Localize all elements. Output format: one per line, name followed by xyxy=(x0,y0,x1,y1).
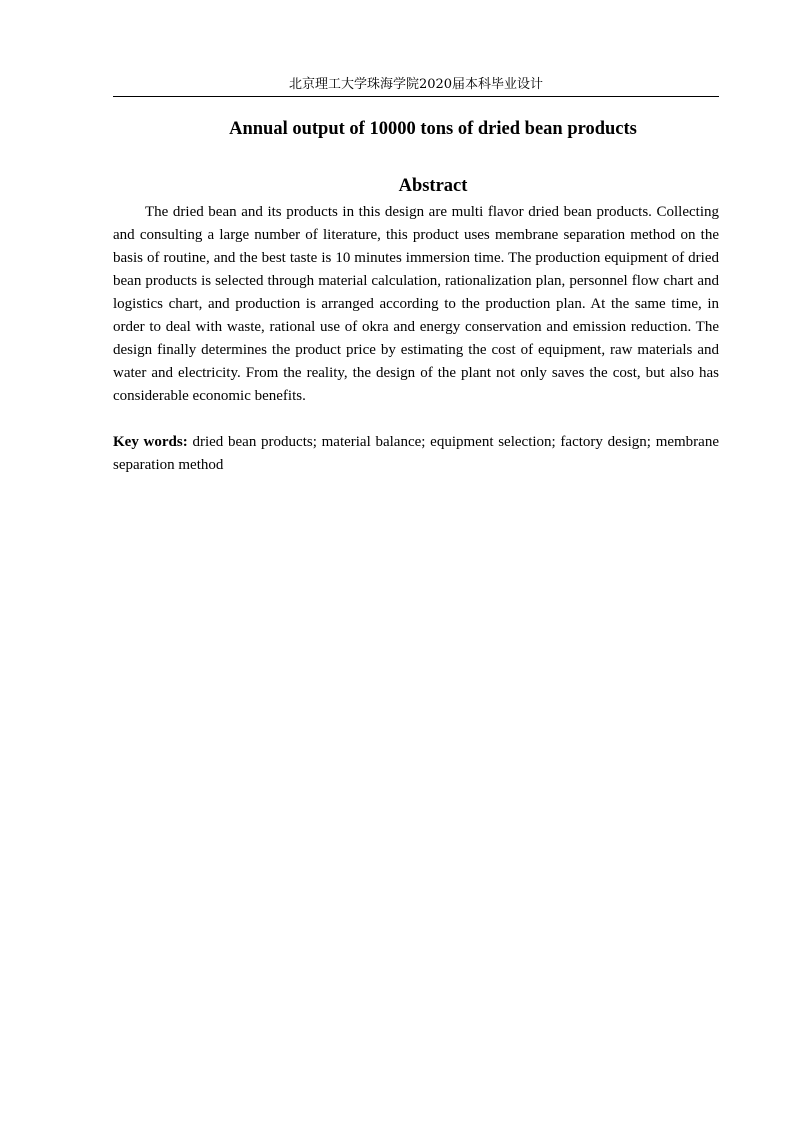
keywords-paragraph xyxy=(113,431,719,477)
header-rule xyxy=(113,96,719,97)
paper-title: Annual output of 10000 tons of dried bean products xyxy=(229,119,637,139)
keywords-text: dried bean products; material balance; equipment selection; factory design; membrane separation method xyxy=(113,434,719,473)
abstract-body: The dried bean and its products in this design are multi flavor dried bean products. Collecting and consulting a large number of literature, this product uses membrane separation method on the basis of routine, and the best taste is 10 minutes immersion time. The production equipment of dried bean products is selected through material calculation, rationalization plan, personnel flow chart and logistics chart, and production is arranged according to the production plan. At the same time, in order to deal with waste, rational use of okra and energy conservation and emission reduction. The design finally determines the product price by estimating the cost of equipment, raw materials and water and electricity. From the reality, the design of the plant not only saves the cost, but also has considerable economic benefits. xyxy=(113,204,719,404)
running-header: 北京理工大学珠海学院2020届本科毕业设计 xyxy=(288,77,544,92)
keywords-label: Key words: xyxy=(113,434,188,450)
abstract-heading: Abstract xyxy=(398,176,468,196)
